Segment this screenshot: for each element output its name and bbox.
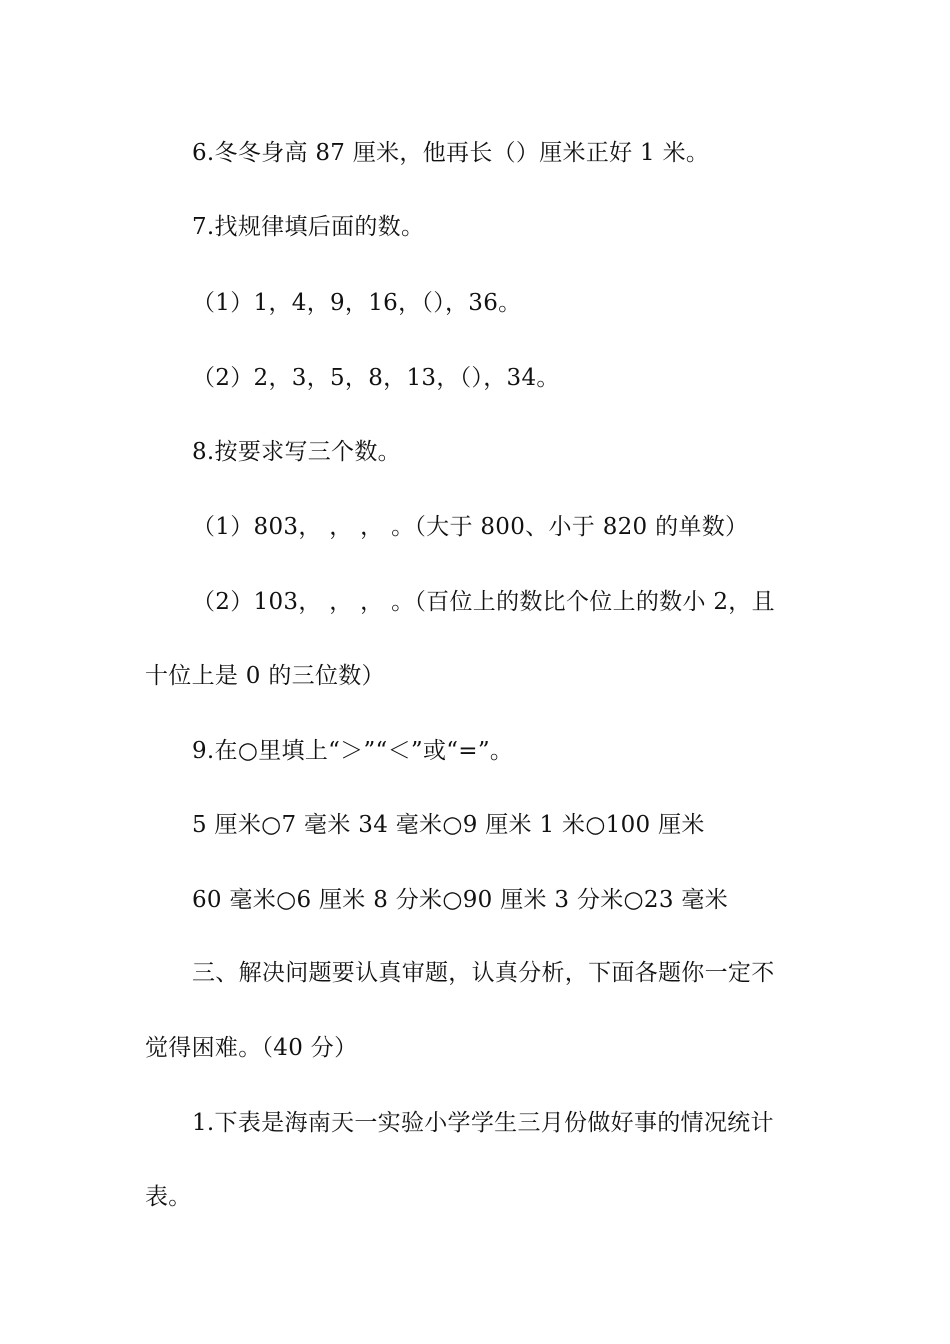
section-3-heading: 三、解决问题要认真审题，认真分析，下面各题你一定不 <box>192 960 775 986</box>
section-3-heading-continued: 觉得困难。（40 分） <box>145 1035 358 1061</box>
problem-1: 1.下表是海南天一实验小学学生三月份做好事的情况统计 <box>192 1110 774 1136</box>
question-8: 8.按要求写三个数。 <box>192 439 401 465</box>
question-7-part-2: （2）2，3，5，8，13，（），34。 <box>192 365 560 391</box>
question-6: 6.冬冬身高 87 厘米，他再长（）厘米正好 1 米。 <box>192 140 710 166</box>
question-8-part-1: （1）803， ， ， 。（大于 800、小于 820 的单数） <box>192 514 749 540</box>
question-7-part-1: （1）1，4，9，16，（），36。 <box>192 290 522 316</box>
problem-1-continued: 表。 <box>145 1184 192 1210</box>
question-9: 9.在○里填上“＞”“＜”或“=”。 <box>192 738 514 764</box>
question-7: 7.找规律填后面的数。 <box>192 214 425 240</box>
question-9-row-1: 5 厘米○7 毫米 34 毫米○9 厘米 1 米○100 厘米 <box>192 812 705 838</box>
question-9-row-2: 60 毫米○6 厘米 8 分米○90 厘米 3 分米○23 毫米 <box>192 887 728 913</box>
question-8-part-2: （2）103， ， ， 。（百位上的数比个位上的数小 2，且 <box>192 589 775 615</box>
question-8-part-2-continued: 十位上是 0 的三位数） <box>145 663 385 689</box>
